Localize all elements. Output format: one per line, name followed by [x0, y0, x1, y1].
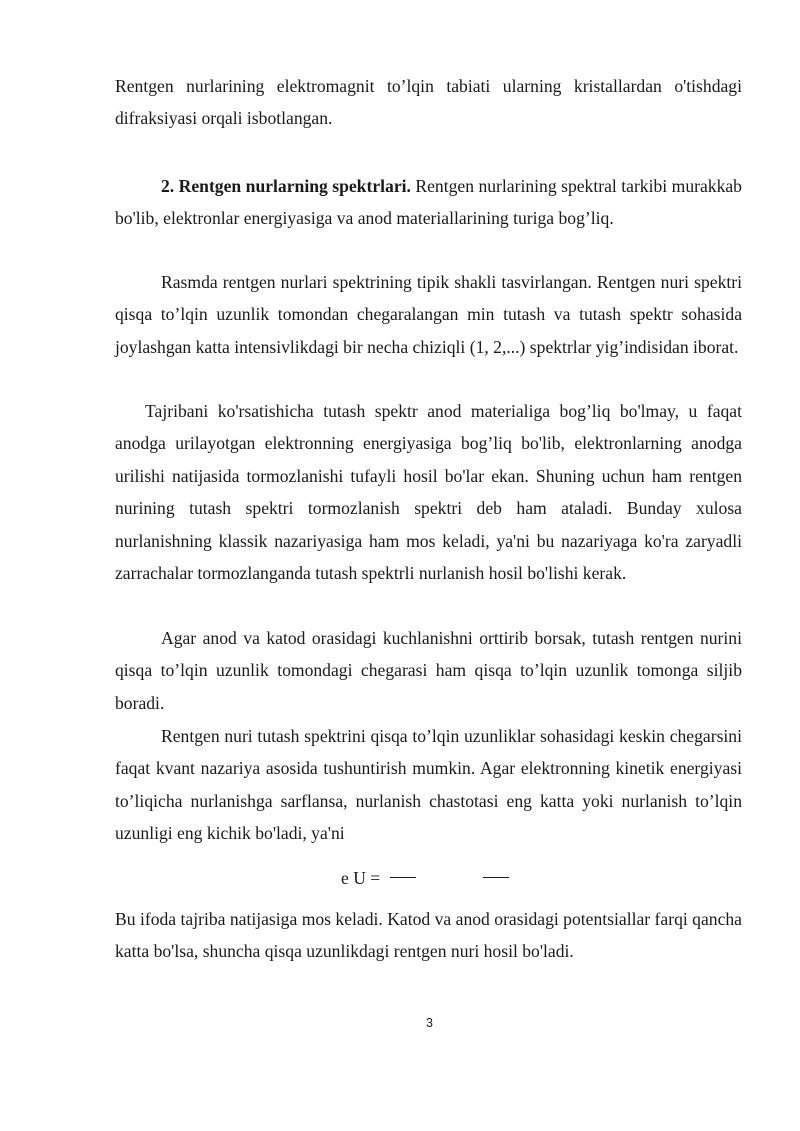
paragraph-intro: Rentgen nurlarining elektromagnit to’lqin tabiati ularning kristallardan o'tishdagi difraksiyasi orqali isbotlangan. — [115, 76, 742, 129]
section-heading: 2. Rentgen nurlarning spektrlari. — [161, 176, 411, 196]
paragraph-spectrum-shape: Rasmda rentgen nurlari spektrining tipik shakli tasvirlangan. Rentgen nuri spektri qisqa to’lqin uzunlik tomondan chegaralangan min tutash va tutash spektr sohasida joylashgan katta intensivlikdagi bir necha chiziqli (1, 2,...) spektrlar yig’indisidan iborat. — [115, 272, 742, 357]
fraction-bar-1 — [390, 877, 416, 878]
formula — [341, 865, 380, 891]
section-body: Rentgen nurlarining spektral tarkibi murakkab bo'lib, elektronlar energiyasiga va anod materiallarining turiga bog’liq. — [115, 176, 742, 229]
paragraph-section-2 — [115, 170, 742, 235]
paragraph-conclusion: Bu ifoda tajriba natijasiga mos keladi. Katod va anod orasidagi potentsiallar farqi qancha katta bo'lsa, shuncha qisqa uzunlikdagi rentgen nuri hosil bo'ladi. — [115, 909, 742, 962]
paragraph-continuous-spectrum: Tajribani ko'rsatishicha tutash spektr anod materialiga bog’liq bo'lmay, u faqat anodga urilayotgan elektronning energiyasiga bog’liq bo'lib, elektronlarning anodga urilishi natijasida tormozlanishi tufayli hosil bo'lar ekan. Shuning uchun ham rentgen nurining tutash spektri tormozlanish spektri deb ham ataladi. Bunday xulosa nurlanishning klassik nazariyasiga ham mos keladi, ya'ni bu nazariyaga ko'ra zaryadli zarrachalar tormozlanganda tutash spektrli nurlanish hosil bo'lishi kerak. — [115, 401, 742, 584]
paragraph-voltage-increase: Agar anod va katod orasidagi kuchlanishni orttirib borsak, tutash rentgen nurini qisqa to’lqin uzunlik tomondagi chegarasi ham qisqa to’lqin uzunlik tomonga siljib boradi. — [115, 628, 742, 713]
fraction-bar-2 — [483, 877, 509, 878]
page-number: 3 — [426, 1016, 433, 1030]
paragraph-quantum-theory: Rentgen nuri tutash spektrini qisqa to’lqin uzunliklar sohasidagi keskin chegarsini faqat kvant nazariya asosida tushuntirish mumkin. Agar elektronning kinetik energiyasi to’liqicha nurlanishga sarflansa, nurlanish chastotasi eng katta yoki nurlanish to’lqin uzunligi eng kichik bo'ladi, ya'ni — [115, 726, 742, 844]
formula-lhs: e U = — [341, 868, 381, 888]
